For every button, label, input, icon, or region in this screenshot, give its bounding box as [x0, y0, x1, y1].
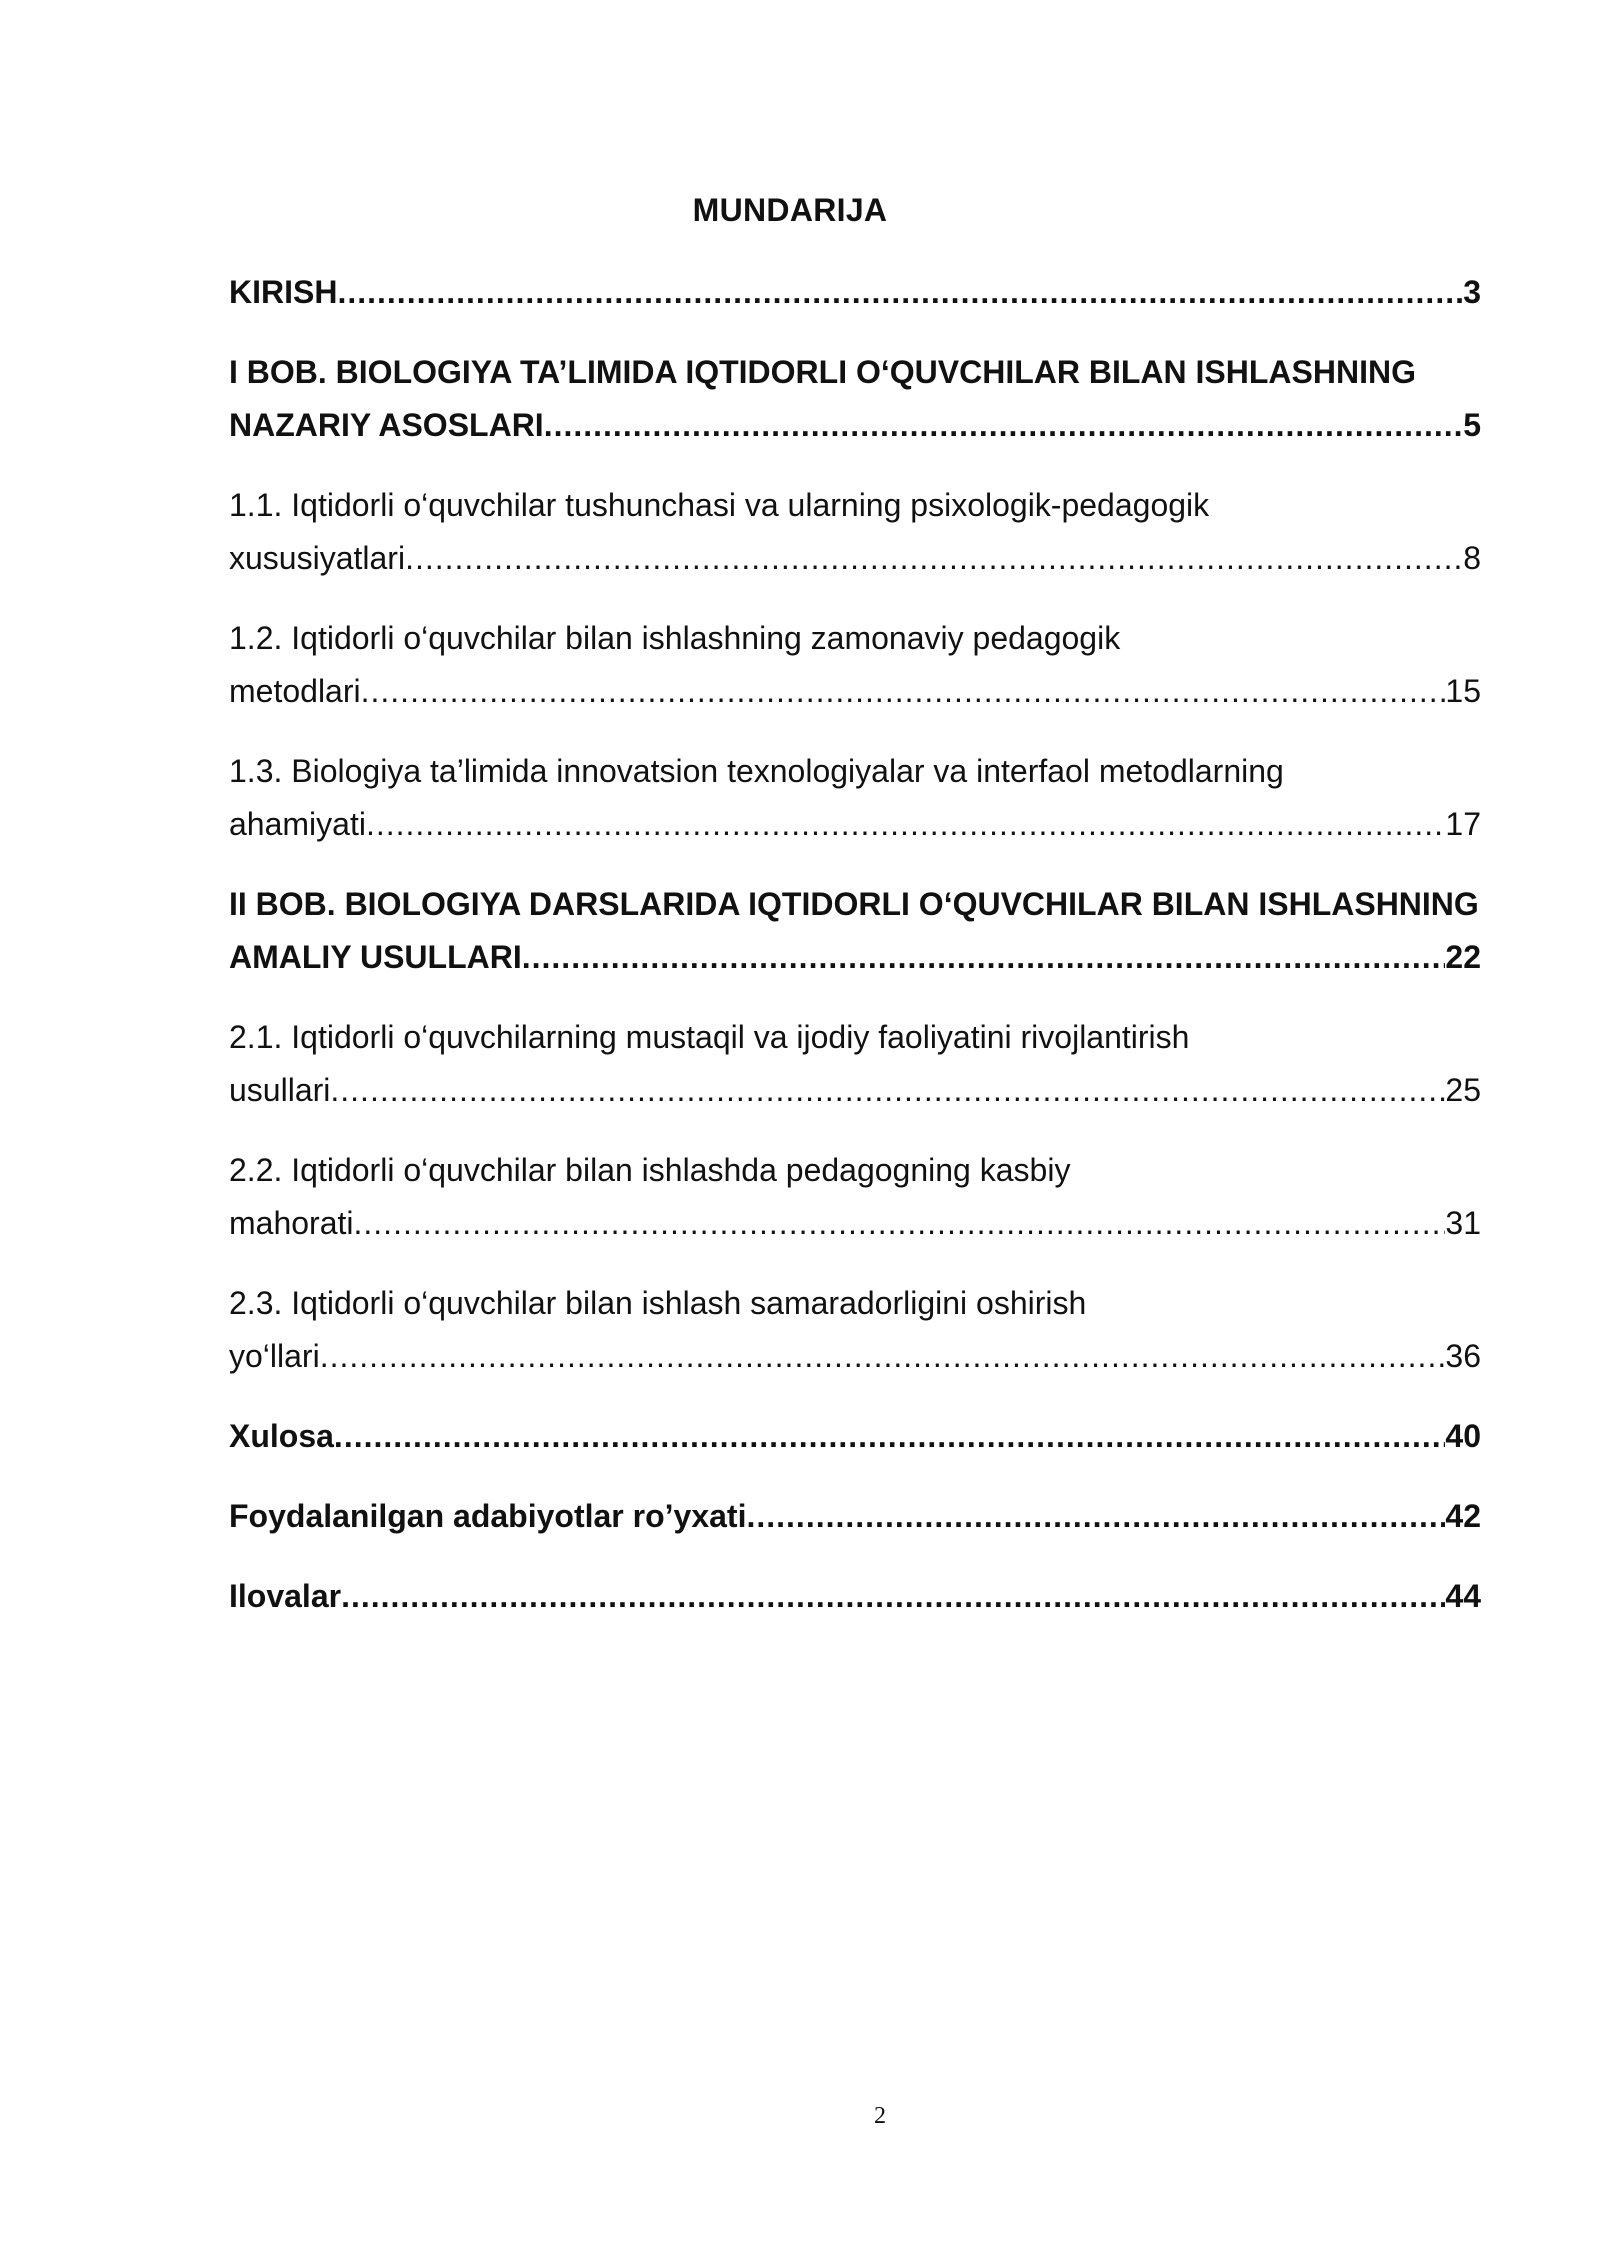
toc-dot-leader: [361, 665, 1446, 718]
toc-entry-title: mahorati: [229, 1205, 354, 1241]
toc-dot-leader: [330, 1064, 1445, 1117]
toc-page-number: 36: [1445, 1338, 1481, 1374]
toc-entry: [229, 1490, 1481, 1543]
toc-entry-title: Ilovalar: [229, 1578, 342, 1614]
toc-entry: [229, 1144, 1481, 1250]
toc-entry: [229, 878, 1481, 984]
toc-dot-leader: [334, 1410, 1445, 1463]
toc-entry-title: Foydalanilgan adabiyotlar ro’yxati: [229, 1498, 747, 1534]
toc-entry-line: [229, 798, 1481, 851]
toc-title: MUNDARIJA: [692, 192, 888, 228]
toc-entry-line: [229, 266, 1481, 319]
toc-entry-line: [229, 532, 1481, 585]
toc-entry-title: yo‘llari: [229, 1338, 320, 1374]
toc-entry-title-line: 1.1. Iqtidorli o‘quvchilar tushunchasi va ularning psixologik-pedagogik: [229, 487, 1210, 523]
toc-entry-title-line: 2.1. Iqtidorli o‘quvchilarning mustaqil va ijodiy faoliyatini rivojlantirish: [229, 1019, 1190, 1055]
toc-entry: [229, 1410, 1481, 1463]
toc-entry-title-line: 2.2. Iqtidorli o‘quvchilar bilan ishlashda pedagogning kasbiy: [229, 1152, 1071, 1188]
toc-entry-title: xususiyatlari: [229, 540, 406, 576]
toc-dot-leader: [320, 1330, 1446, 1383]
toc-page-number: 44: [1445, 1578, 1481, 1614]
toc-dot-leader: [405, 532, 1463, 585]
toc-entry-title: metodlari: [229, 673, 361, 709]
toc-page-number: 40: [1445, 1418, 1481, 1454]
toc-page-number: 42: [1445, 1498, 1481, 1534]
toc-page-number: 22: [1445, 939, 1481, 975]
toc-entry-line: [229, 399, 1481, 452]
toc-entry-title: usullari: [229, 1072, 331, 1108]
table-of-contents: [229, 266, 1481, 1650]
toc-entry-title: NAZARIY ASOSLARI: [229, 407, 544, 443]
toc-entry-title-line: II BOB. BIOLOGIYA DARSLARIDA IQTIDORLI O‘QUVCHILAR BILAN ISHLASHNING: [229, 886, 1479, 922]
toc-dot-leader: [746, 1490, 1445, 1543]
toc-page-number: 15: [1445, 673, 1481, 709]
toc-entry-line: [229, 1410, 1481, 1463]
toc-entry: [229, 1570, 1481, 1623]
toc-entry-line: [229, 931, 1481, 984]
toc-dot-leader: [354, 1197, 1446, 1250]
toc-page-number: 8: [1463, 540, 1481, 576]
toc-entry-line: [229, 1064, 1481, 1117]
toc-dot-leader: [341, 1570, 1445, 1623]
toc-entry: [229, 1277, 1481, 1383]
toc-entry-line: [229, 1570, 1481, 1623]
toc-entry-title: Xulosa: [229, 1418, 334, 1454]
toc-dot-leader: [522, 931, 1446, 984]
toc-entry-title-line: 1.3. Biologiya ta’limida innovatsion texnologiyalar va interfaol metodlarning: [229, 753, 1284, 789]
toc-page-number: 31: [1445, 1205, 1481, 1241]
toc-page-number: 17: [1445, 806, 1481, 842]
toc-entry: [229, 745, 1481, 851]
toc-dot-leader: [544, 399, 1464, 452]
toc-entry-title-line: 1.2. Iqtidorli o‘quvchilar bilan ishlashning zamonaviy pedagogik: [229, 620, 1121, 656]
toc-page-number: 25: [1445, 1072, 1481, 1108]
toc-entry-line: [229, 1490, 1481, 1543]
page-number: 2: [874, 2103, 886, 2129]
toc-page-number: 5: [1463, 407, 1481, 443]
toc-entry-line: [229, 1197, 1481, 1250]
toc-entry: [229, 1011, 1481, 1117]
toc-page-number: 3: [1463, 274, 1481, 310]
toc-entry-title: AMALIY USULLARI: [229, 939, 522, 975]
toc-dot-leader: [366, 798, 1445, 851]
toc-entry: [229, 479, 1481, 585]
toc-entry: [229, 612, 1481, 718]
toc-entry: [229, 266, 1481, 319]
toc-entry-line: [229, 665, 1481, 718]
toc-entry-line: [229, 1330, 1481, 1383]
toc-entry-title: KIRISH: [229, 274, 338, 310]
toc-entry-title: ahamiyati: [229, 806, 366, 842]
toc-entry: [229, 346, 1481, 452]
toc-entry-title-line: I BOB. BIOLOGIYA TA’LIMIDA IQTIDORLI O‘QUVCHILAR BILAN ISHLASHNING: [229, 354, 1416, 390]
toc-entry-title-line: 2.3. Iqtidorli o‘quvchilar bilan ishlash samaradorligini oshirish: [229, 1285, 1087, 1321]
toc-dot-leader: [337, 266, 1463, 319]
